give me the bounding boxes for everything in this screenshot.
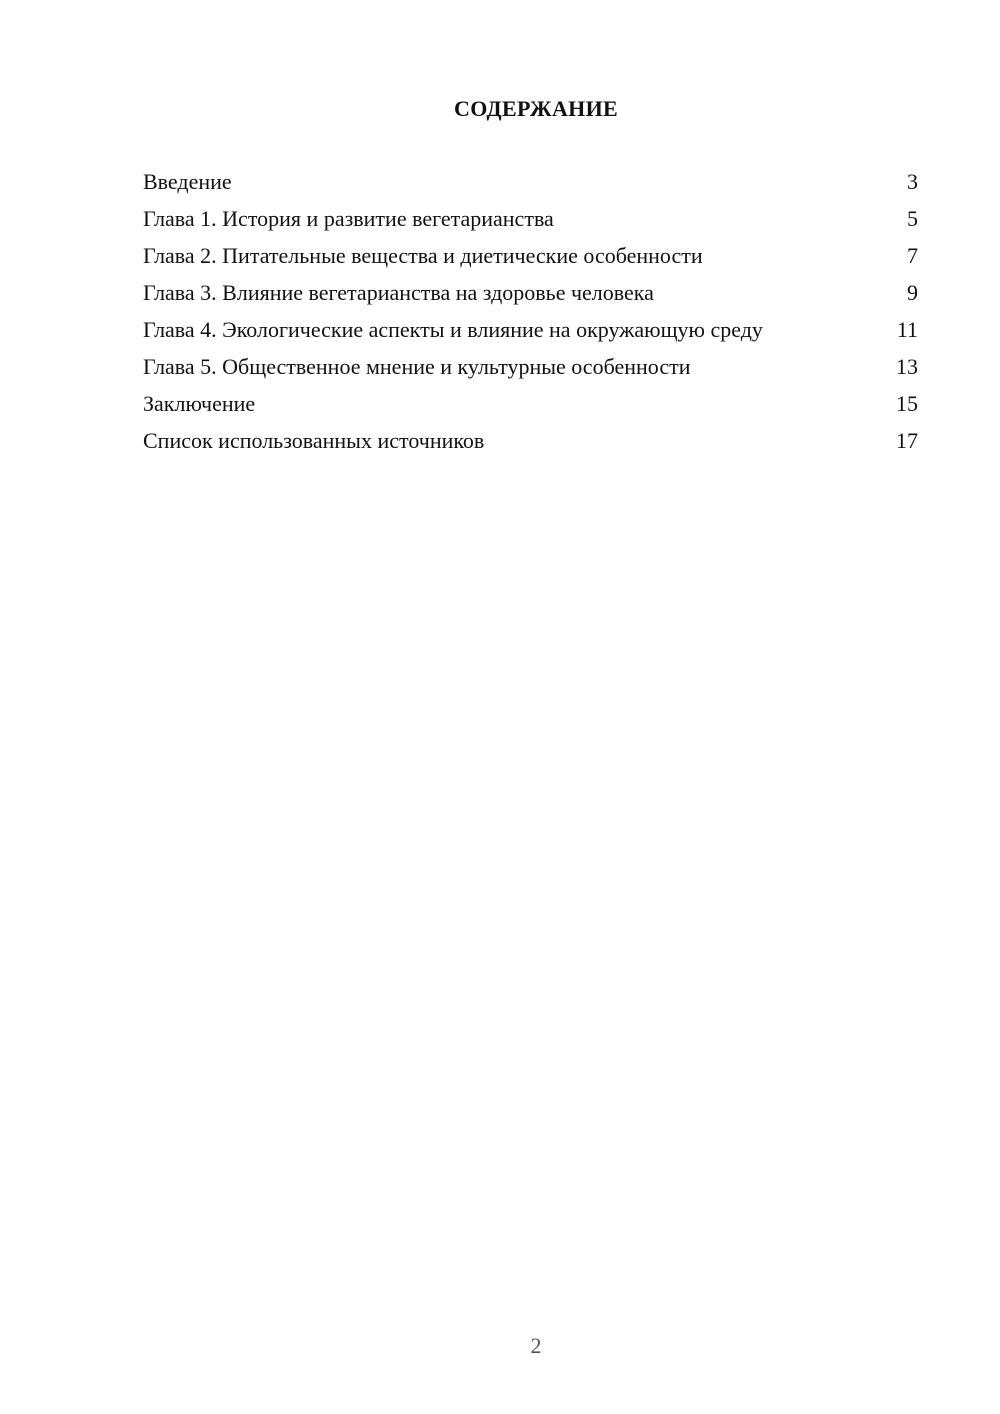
toc-entry-references	[143, 427, 918, 454]
toc-entry-title: Глава 4. Экологические аспекты и влияние на окружающую среду	[143, 317, 763, 342]
toc-entry-title: Введение	[143, 169, 232, 194]
toc-entry-title: Список использованных источников	[143, 428, 485, 453]
toc-entry-page: 7	[907, 243, 918, 268]
toc-entry-conclusion	[143, 390, 918, 417]
toc-entry-chapter-3	[143, 279, 918, 306]
toc-heading: СОДЕРЖАНИЕ	[454, 96, 618, 121]
toc-entry-chapter-2	[143, 242, 918, 269]
toc-entry-title: Глава 3. Влияние вегетарианства на здоровье человека	[143, 280, 654, 305]
toc-entry-chapter-1	[143, 205, 918, 232]
toc-entry-chapter-4	[143, 316, 918, 343]
toc-entry-title: Глава 5. Общественное мнение и культурные особенности	[143, 354, 691, 379]
page-number: 2	[530, 1333, 542, 1358]
toc-entry-title: Глава 2. Питательные вещества и диетические особенности	[143, 243, 703, 268]
toc-entry-title: Заключение	[143, 391, 256, 416]
toc-entry-page: 11	[896, 317, 918, 342]
toc-entry-title: Глава 1. История и развитие вегетарианства	[143, 206, 554, 231]
toc-entry-page: 5	[907, 206, 918, 231]
toc-entry-page: 13	[896, 354, 918, 379]
toc-entry-page: 3	[907, 169, 918, 194]
toc-entry-page: 17	[896, 428, 918, 453]
table-of-contents	[143, 168, 918, 464]
toc-entry-page: 15	[896, 391, 918, 416]
toc-entry-introduction	[143, 168, 918, 195]
toc-entry-page: 9	[907, 280, 918, 305]
toc-entry-chapter-5	[143, 353, 918, 380]
